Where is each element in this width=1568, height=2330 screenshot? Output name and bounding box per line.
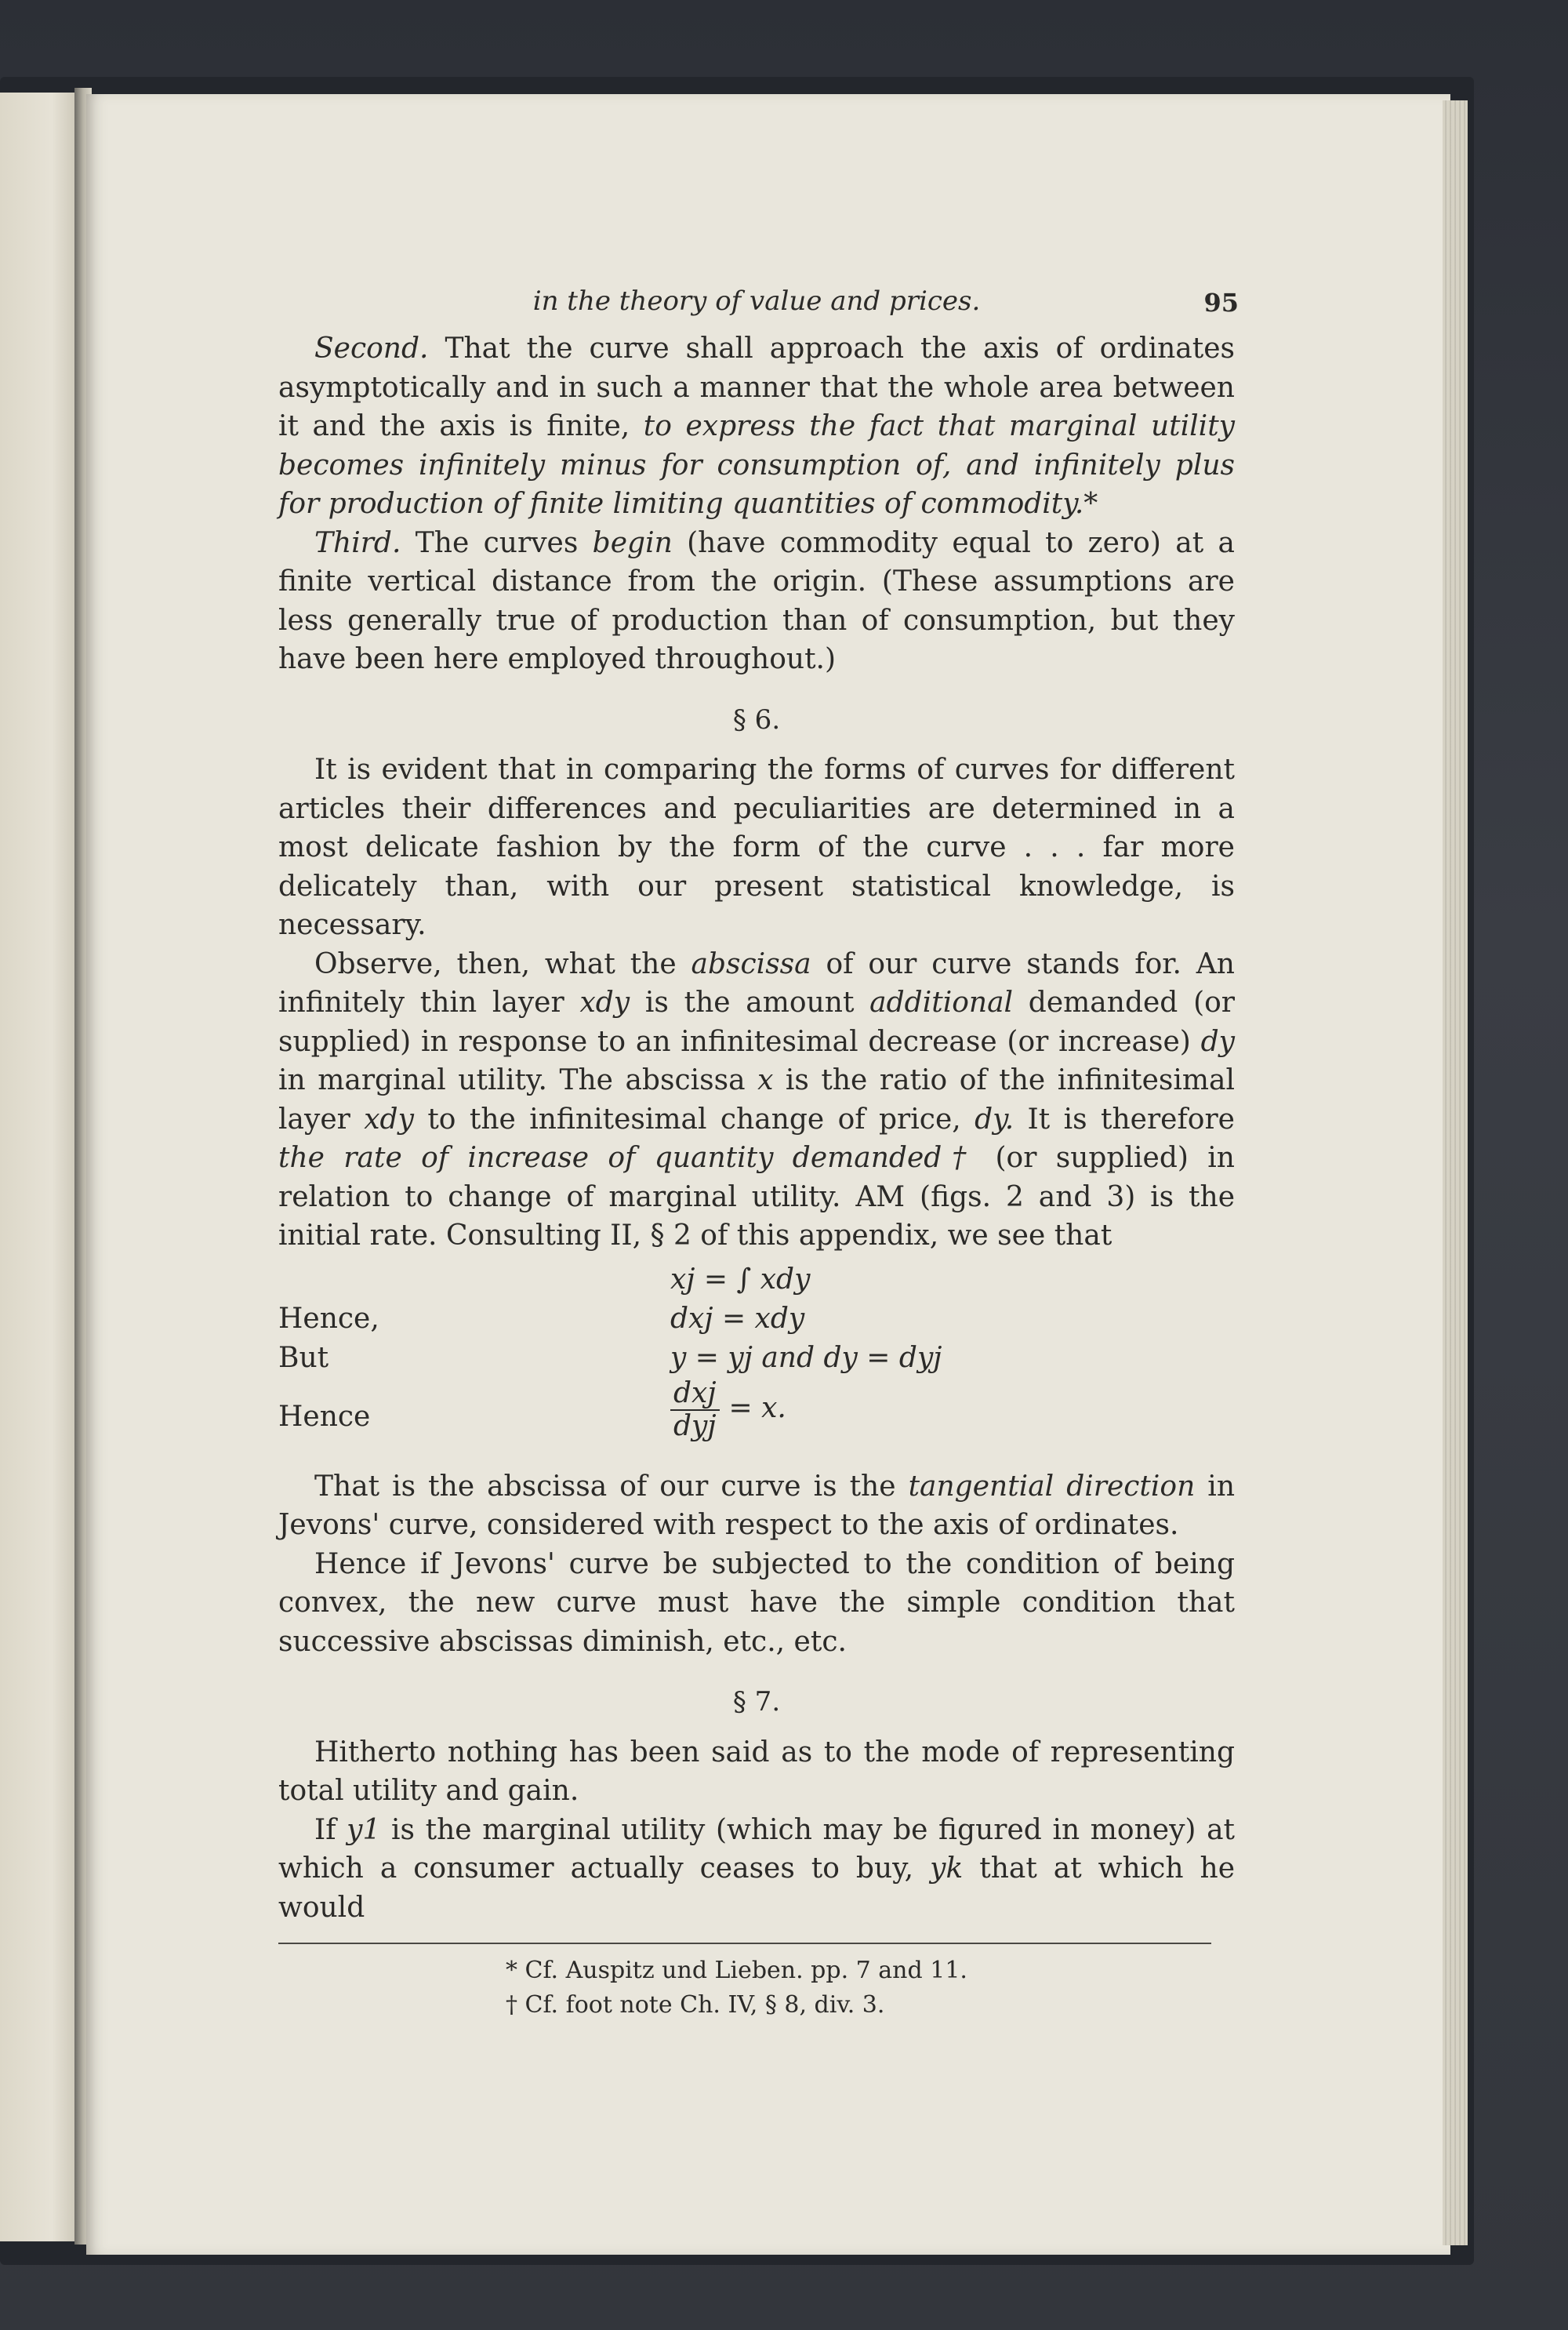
page-text bbox=[278, 282, 1239, 2023]
equation-label-hence: Hence, bbox=[278, 1302, 379, 1335]
paragraph-hitherto: Hitherto nothing has been said as to the mode of representing total utility and gain. bbox=[278, 1736, 1235, 1807]
page-number: 95 bbox=[1203, 288, 1239, 318]
footnote-2: † Cf. foot note Ch. IV, § 8, div. 3. bbox=[506, 1991, 885, 2019]
fraction: $\frac{\text{dxj}}{\text{dyj}}$ bbox=[670, 1378, 720, 1442]
left-page-edge bbox=[0, 93, 74, 2241]
running-title: in the theory of value and prices. bbox=[532, 285, 981, 317]
lead-second: Second. bbox=[314, 333, 429, 365]
equation-label-but: But bbox=[278, 1341, 329, 1374]
paragraph-evident: It is evident that in comparing the forms of curves for different articles their differences and peculiarities are determined in a most delicate fashion by the form of the curve . . . far more delicately than, with our present statistical knowledge, is necessary. bbox=[278, 754, 1235, 941]
section-heading-6: § 6. bbox=[732, 703, 781, 736]
footnote-1: * Cf. Auspitz und Lieben. pp. 7 and 11. bbox=[506, 1957, 967, 1984]
paragraph-second: Second. That the curve shall approach the axis of ordinates asymptotically and in such a manner that the whole area between it and the axis is finite, to express the fact that marginal utility becomes infinitely minus for consumption of, and infinitely plus for production of finite limiting quantities of commodity.* bbox=[278, 333, 1235, 520]
equation-4: $\frac{\text{dxj}}{\text{dyj}}$ = x. bbox=[670, 1378, 786, 1442]
paragraph-third: Third. The curves begin (have commodity equal to zero) at a finite vertical distance from the origin. (These assumptions are less generally true of production than of consumption, but they have been here employed throughout.) bbox=[278, 526, 1235, 675]
paragraph-observe: Observe, then, what the abscissa of our curve stands for. An infinitely thin layer xdy is the amount additional demanded (or supplied) in response to an infinitesimal decrease (or increase) dy in marginal utility. The abscissa x is the ratio of the infinitesimal layer xdy to the infinitesimal change of price, dy. It is therefore the rate of increase of quantity demanded† (or supplied) in relation to change of marginal utility. AM (figs. 2 and 3) is the initial rate. Consulting II, § 2 of this appendix, we see that bbox=[278, 947, 1236, 1252]
running-head bbox=[278, 282, 1239, 329]
paragraph-tangential: That is the abscissa of our curve is the tangential direction in Jevons' curve, considered with respect to the axis of ordinates. bbox=[278, 1470, 1236, 1541]
equation-label-hence-2: Hence bbox=[278, 1400, 371, 1433]
lead-third: Third. bbox=[314, 526, 401, 559]
page-stack-edges bbox=[1443, 100, 1468, 2245]
equation-1: xj = ∫ xdy bbox=[670, 1263, 811, 1296]
paragraph-if: If y1 is the marginal utility (which may be figured in money) at which a consumer actually ceases to buy, yk that at which he would bbox=[278, 1813, 1236, 1924]
paragraph-convex: Hence if Jevons' curve be subjected to the condition of being convex, the new curve must have the simple condition that successive abscissas diminish, etc., etc. bbox=[278, 1547, 1235, 1658]
footnote-rule bbox=[278, 1943, 1211, 1944]
equation-3: y = yj and dy = dyj bbox=[670, 1341, 942, 1374]
italic-emphasis: to express the fact that marginal utility becomes infinitely minus for consumption of, and infinitely plus for production of finite limiting quantities of commodity.* bbox=[278, 410, 1235, 520]
equation-block bbox=[278, 1260, 1235, 1459]
equation-2: dxj = xdy bbox=[670, 1302, 805, 1335]
section-heading-7: § 7. bbox=[732, 1686, 781, 1718]
